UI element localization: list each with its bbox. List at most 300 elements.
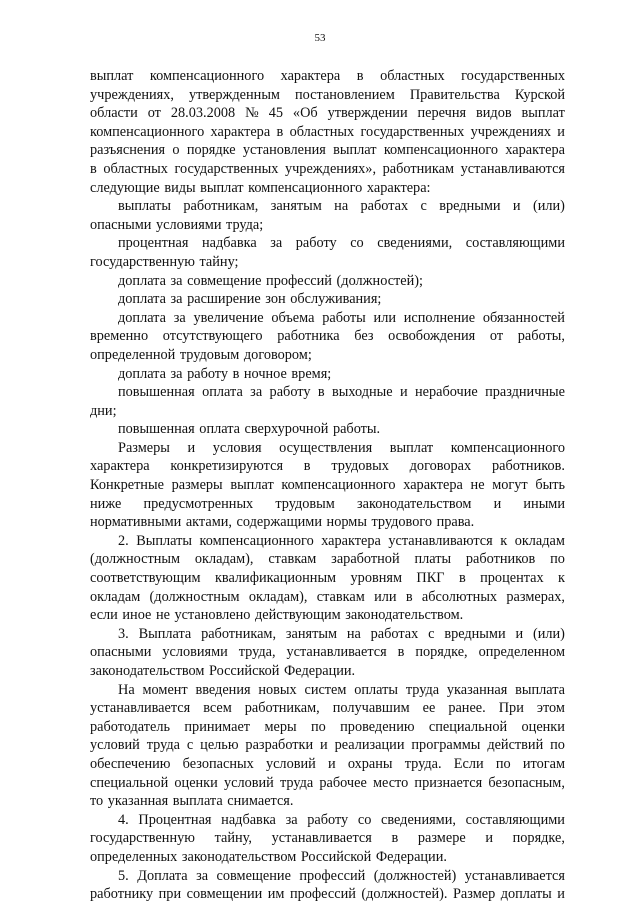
text-word: увеличение xyxy=(193,309,264,326)
text-word: соответствующим xyxy=(90,570,201,587)
text-word: указанная xyxy=(107,793,169,810)
text-word: областных xyxy=(289,123,355,140)
text-word: трудовых xyxy=(331,458,389,475)
text-word: ставкам xyxy=(268,551,317,568)
text-word: работникам, xyxy=(183,198,259,215)
text-word: размеры xyxy=(171,477,223,494)
text-word: зон xyxy=(265,291,286,308)
text-word: окладам xyxy=(90,588,141,605)
text-word: в xyxy=(356,68,364,84)
text-word: в xyxy=(405,588,413,605)
text-line xyxy=(90,457,565,476)
text-word: устанавливаются xyxy=(388,532,493,549)
text-word: надбавка xyxy=(221,811,276,828)
text-word: повышенная xyxy=(118,421,195,438)
text-line xyxy=(90,569,565,588)
text-word: со xyxy=(350,235,364,252)
text-word: тайну; xyxy=(199,253,239,270)
text-word: момент xyxy=(142,681,188,698)
text-word: постановлением xyxy=(295,86,395,103)
text-word: (или) xyxy=(532,198,565,215)
text-word: работу xyxy=(187,365,229,382)
text-word: установлено xyxy=(174,607,251,624)
text-line xyxy=(90,346,565,365)
text-word: 2. xyxy=(118,532,129,549)
text-word: законодательством. xyxy=(345,607,464,624)
text-word: 28.03.2008 xyxy=(170,105,236,122)
text-word: Федерации. xyxy=(375,848,447,865)
text-line xyxy=(90,867,565,886)
text-word: характера xyxy=(505,142,565,159)
text-word: по xyxy=(550,737,565,754)
text-word: Выплата xyxy=(138,625,192,642)
text-word: 3. xyxy=(118,625,129,642)
text-line xyxy=(90,197,565,216)
text-word: выплата xyxy=(515,681,565,698)
text-word: (должностей) xyxy=(373,867,457,884)
text-word: и xyxy=(557,123,565,140)
text-word: работодатель xyxy=(90,718,171,735)
text-word: условиями xyxy=(162,644,228,661)
text-word: 4. xyxy=(118,811,129,828)
text-word: с xyxy=(186,737,194,754)
text-word: (или) xyxy=(532,625,565,642)
text-word: место xyxy=(372,774,409,791)
text-word: «Об xyxy=(292,105,318,122)
text-word: от xyxy=(489,328,504,345)
text-word: о xyxy=(172,142,180,159)
text-word: Курской xyxy=(514,86,565,103)
text-word: с xyxy=(428,625,435,642)
text-word: устанавливается xyxy=(90,700,191,717)
text-word: 45 xyxy=(268,105,283,122)
text-word: действующим xyxy=(254,607,341,624)
text-word: и xyxy=(399,384,408,401)
text-word: компенсационного xyxy=(90,123,205,140)
text-word: Размер xyxy=(452,886,496,903)
text-word: договором; xyxy=(243,346,312,363)
text-word: занятым xyxy=(285,625,337,642)
text-word: разработки xyxy=(245,737,314,754)
text-word: размере xyxy=(417,830,466,847)
text-line xyxy=(90,420,565,439)
text-word: Процентная xyxy=(138,811,212,828)
text-line xyxy=(90,774,565,793)
text-word: характера xyxy=(90,458,150,475)
text-word: характера xyxy=(403,477,463,494)
text-word: указанная xyxy=(446,681,508,698)
text-word: труда. xyxy=(404,755,442,772)
text-word: реализации xyxy=(334,737,405,754)
text-line xyxy=(90,550,565,569)
text-line xyxy=(90,439,565,458)
text-word: работникам, xyxy=(244,700,320,717)
text-word: специальной xyxy=(90,774,169,791)
text-word: договорах xyxy=(409,458,472,475)
text-word: на xyxy=(334,198,349,215)
text-line xyxy=(90,532,565,551)
text-line xyxy=(90,811,565,830)
text-word: и xyxy=(557,886,565,903)
text-word: видов xyxy=(476,105,512,122)
text-word: утвержденным xyxy=(188,86,280,103)
text-word: за xyxy=(170,272,183,289)
text-line xyxy=(90,402,565,421)
text-word: областных xyxy=(103,160,168,177)
text-word: условий xyxy=(223,774,274,791)
text-word: разъяснения xyxy=(90,142,166,159)
text-word: труда; xyxy=(226,216,264,233)
text-word: условиями xyxy=(156,216,222,233)
text-word: работнику xyxy=(90,886,154,903)
text-word: сведениями, xyxy=(381,811,456,828)
text-word: на xyxy=(346,625,361,642)
text-word: Федерации. xyxy=(284,663,356,679)
text-line xyxy=(90,643,565,662)
text-word: оплаты xyxy=(354,681,399,698)
text-word: за xyxy=(170,291,183,308)
text-word: актами, xyxy=(185,514,232,531)
text-word: Доплата xyxy=(137,867,188,884)
text-word: и xyxy=(493,495,502,512)
text-word: порядке, xyxy=(415,644,468,661)
text-word: в xyxy=(391,830,399,847)
text-word: в xyxy=(90,160,97,177)
text-word: Правительства xyxy=(409,86,500,103)
text-word: выплат xyxy=(90,68,134,84)
text-word: компенсационного xyxy=(383,142,499,159)
text-word: и xyxy=(320,737,328,754)
text-word: обязанностей xyxy=(482,309,565,326)
text-line xyxy=(90,67,565,86)
text-word: законодательством xyxy=(357,495,472,512)
text-word: если xyxy=(90,607,118,624)
text-word: следующие xyxy=(90,179,160,196)
text-word: составляющими xyxy=(465,235,565,252)
text-word: расширение xyxy=(187,291,261,308)
text-word: устанавливается xyxy=(271,830,372,847)
text-word: доплата xyxy=(118,272,166,289)
text-line xyxy=(90,123,565,142)
text-word: профессий xyxy=(289,886,356,903)
text-word: оценки xyxy=(521,718,565,735)
text-word: дни; xyxy=(90,402,117,419)
text-word: обслуживания; xyxy=(290,291,382,308)
text-line xyxy=(90,160,565,179)
text-word: Размеры xyxy=(118,439,170,456)
text-line xyxy=(90,86,565,105)
text-word: (должностным xyxy=(149,588,240,605)
text-word: за xyxy=(250,384,263,401)
text-word: от xyxy=(147,105,161,122)
text-word: действий xyxy=(487,737,544,754)
text-word: им xyxy=(267,886,285,903)
text-word: работах xyxy=(360,198,409,215)
text-word: составляющими xyxy=(465,811,565,828)
text-word: в xyxy=(276,123,284,140)
text-word: государственных xyxy=(461,68,565,84)
text-word: государственных xyxy=(174,160,279,177)
text-word: конкретизируются xyxy=(170,458,284,475)
text-line xyxy=(90,885,565,904)
text-word: виды xyxy=(164,179,196,196)
text-word: труда xyxy=(405,681,440,698)
text-line xyxy=(90,179,565,198)
text-word: трудового xyxy=(371,514,433,531)
text-word: областных xyxy=(380,68,445,84)
text-word: порядке, xyxy=(512,830,565,847)
page-number: 53 xyxy=(314,32,326,44)
text-word: характера: xyxy=(366,179,431,196)
text-word: № xyxy=(245,105,259,122)
text-word: окладам xyxy=(514,532,565,549)
text-word: оплата xyxy=(202,384,243,401)
text-word: обеспечению xyxy=(90,755,171,772)
text-word: трудовым xyxy=(275,495,335,512)
text-word: учреждениях xyxy=(470,123,551,140)
text-word: (должностей); xyxy=(336,272,424,289)
text-word: установления xyxy=(242,142,326,159)
text-line xyxy=(90,253,565,272)
text-word: ее xyxy=(422,700,436,717)
text-word: вредными xyxy=(444,625,506,642)
text-word: платы xyxy=(414,551,452,568)
text-word: осуществления xyxy=(279,439,373,456)
text-word: труда xyxy=(146,737,180,754)
text-word: опасными xyxy=(90,644,152,661)
text-line xyxy=(90,736,565,755)
text-line xyxy=(90,234,565,253)
body-text xyxy=(90,67,565,904)
text-word: На xyxy=(118,681,135,698)
text-word: по xyxy=(495,755,511,772)
text-word: предусмотренных xyxy=(143,495,254,512)
text-word: компенсационного xyxy=(149,68,265,84)
text-word: за xyxy=(196,867,209,884)
text-word: по xyxy=(310,718,326,735)
text-word: порядке xyxy=(186,142,236,159)
text-word: работу xyxy=(295,235,337,252)
text-word: сверхурочной xyxy=(244,421,329,438)
text-word: доплаты xyxy=(500,886,552,903)
text-word: 5. xyxy=(118,867,129,884)
text-word: временно xyxy=(90,328,149,345)
text-word: этом xyxy=(536,700,565,717)
text-line xyxy=(90,327,565,346)
text-word: работникам, xyxy=(201,625,277,642)
text-word: работы, xyxy=(517,328,565,345)
text-word: совмещение xyxy=(187,272,262,289)
text-word: систем xyxy=(304,681,347,698)
text-word: и xyxy=(327,755,336,772)
text-word: учреждениях», xyxy=(284,160,377,177)
text-word: доплата xyxy=(118,309,166,326)
text-word: нерабочие xyxy=(414,384,478,401)
text-line xyxy=(90,625,565,644)
text-word: Российской xyxy=(300,848,372,865)
text-line xyxy=(90,829,565,848)
text-word: перечня xyxy=(417,105,467,122)
text-word: работника xyxy=(277,328,340,345)
text-word: сведениями, xyxy=(377,235,453,252)
text-word: оценки xyxy=(174,774,218,791)
text-line xyxy=(90,495,565,514)
text-word: уровням xyxy=(350,570,402,587)
text-word: утверждении xyxy=(327,105,408,122)
text-word: или xyxy=(373,309,396,326)
text-word: ранее. xyxy=(448,700,486,717)
text-word: охраны xyxy=(347,755,393,772)
text-word: работах xyxy=(370,625,419,642)
text-line xyxy=(90,699,565,718)
text-word: Если xyxy=(453,755,484,772)
text-word: права. xyxy=(436,514,475,531)
text-word: совмещение xyxy=(216,867,291,884)
text-word: выплат xyxy=(200,179,244,196)
text-word: время; xyxy=(291,365,332,382)
text-word: доплата xyxy=(118,291,166,308)
text-line xyxy=(90,365,565,384)
text-word: работы. xyxy=(332,421,381,438)
text-word: ставкам xyxy=(316,588,365,605)
text-word: со xyxy=(357,811,372,828)
text-line xyxy=(90,383,565,402)
text-word: в xyxy=(458,570,466,587)
text-line xyxy=(90,718,565,737)
text-word: компенсационного xyxy=(199,532,314,549)
text-word: снимается. xyxy=(227,793,294,810)
text-word: целью xyxy=(200,737,239,754)
text-word: иными xyxy=(523,495,565,512)
text-line xyxy=(90,216,565,235)
text-word: итогам xyxy=(522,755,565,772)
text-word: за xyxy=(285,811,298,828)
text-word: процентах xyxy=(480,570,544,587)
text-word: устанавливается xyxy=(286,644,387,661)
text-line xyxy=(90,792,565,811)
text-word: иное xyxy=(122,607,152,624)
text-word: и xyxy=(512,198,521,215)
text-line xyxy=(90,755,565,774)
text-line xyxy=(90,476,565,495)
text-word: нормы xyxy=(326,514,367,531)
text-word: устанавливается xyxy=(464,867,565,884)
text-word: и xyxy=(485,830,493,847)
text-word: условия xyxy=(212,439,262,456)
text-word: тайну, xyxy=(214,830,252,847)
text-word: к xyxy=(558,570,565,587)
text-word: праздничные xyxy=(485,384,565,401)
text-word: в xyxy=(303,458,311,475)
text-word: в xyxy=(232,365,240,382)
text-word: работникам xyxy=(382,160,455,177)
text-word: условий xyxy=(90,737,140,754)
text-word: работу xyxy=(307,811,349,828)
text-word: то xyxy=(90,793,104,810)
text-line xyxy=(90,309,565,328)
text-line xyxy=(90,104,565,123)
text-word: профессий xyxy=(299,867,366,884)
text-word: получавшим xyxy=(332,700,410,717)
text-word: При xyxy=(498,700,524,717)
text-word: труда, xyxy=(238,644,276,661)
text-word: работников. xyxy=(491,458,565,475)
text-word: компенсационного xyxy=(248,179,363,196)
text-word: в xyxy=(317,384,325,401)
text-line xyxy=(90,272,565,291)
text-word: к xyxy=(500,532,508,549)
text-word: государственную xyxy=(90,253,195,270)
text-word: признается xyxy=(414,774,483,791)
text-word: повышенная xyxy=(118,384,195,401)
text-word: опасными xyxy=(90,216,152,233)
text-word: Российской xyxy=(208,663,280,679)
text-word: компенсационного xyxy=(281,477,396,494)
text-word: исполнение xyxy=(403,309,476,326)
text-word: отсутствующего xyxy=(162,328,263,345)
text-word: устанавливаются xyxy=(460,160,565,177)
text-word: выплат xyxy=(333,142,377,159)
text-word: квалификационным xyxy=(214,570,337,587)
text-line xyxy=(90,662,565,681)
text-word: доплата xyxy=(118,365,166,382)
text-word: по xyxy=(550,551,565,568)
text-word: вредными xyxy=(439,198,501,215)
text-line xyxy=(90,606,565,625)
text-line xyxy=(90,290,565,309)
text-word: абсолютных xyxy=(421,588,498,605)
text-word: выходные xyxy=(332,384,393,401)
text-word: безопасным, xyxy=(488,774,565,791)
text-word: быть xyxy=(535,477,565,494)
text-word: не xyxy=(155,607,170,624)
text-word: ночное xyxy=(243,365,287,382)
text-word: объема xyxy=(271,309,315,326)
text-word: размерах, xyxy=(506,588,565,605)
text-word: условий xyxy=(265,755,316,772)
text-word: заработной xyxy=(331,551,400,568)
text-word: совмещении xyxy=(186,886,263,903)
text-word: освобождения xyxy=(388,328,476,345)
text-line xyxy=(90,848,565,867)
text-word: выплат xyxy=(230,477,274,494)
text-word: определенных xyxy=(90,848,178,865)
text-word: трудовым xyxy=(179,346,240,363)
text-word: проведению xyxy=(340,718,415,735)
text-word: оплата xyxy=(199,421,240,438)
text-word: процентная xyxy=(118,235,189,252)
text-word: всем xyxy=(203,700,232,717)
text-word: области xyxy=(90,105,138,122)
text-word: государственных xyxy=(360,123,465,140)
text-word: введения xyxy=(195,681,251,698)
text-word: выплата xyxy=(172,793,223,810)
text-word: характера xyxy=(280,68,341,84)
text-word: без xyxy=(354,328,374,345)
text-word: новых xyxy=(258,681,297,698)
text-word: или xyxy=(374,588,397,605)
text-word: могут xyxy=(492,477,528,494)
text-word: не xyxy=(470,477,485,494)
text-word: (должностным xyxy=(90,551,181,568)
text-word: труда xyxy=(279,774,314,791)
text-word: характера xyxy=(321,532,381,549)
text-word: в xyxy=(397,644,405,661)
text-line xyxy=(90,588,565,607)
text-word: государственную xyxy=(90,830,195,847)
text-word: определенной xyxy=(90,346,176,363)
text-word: характера xyxy=(210,123,271,140)
